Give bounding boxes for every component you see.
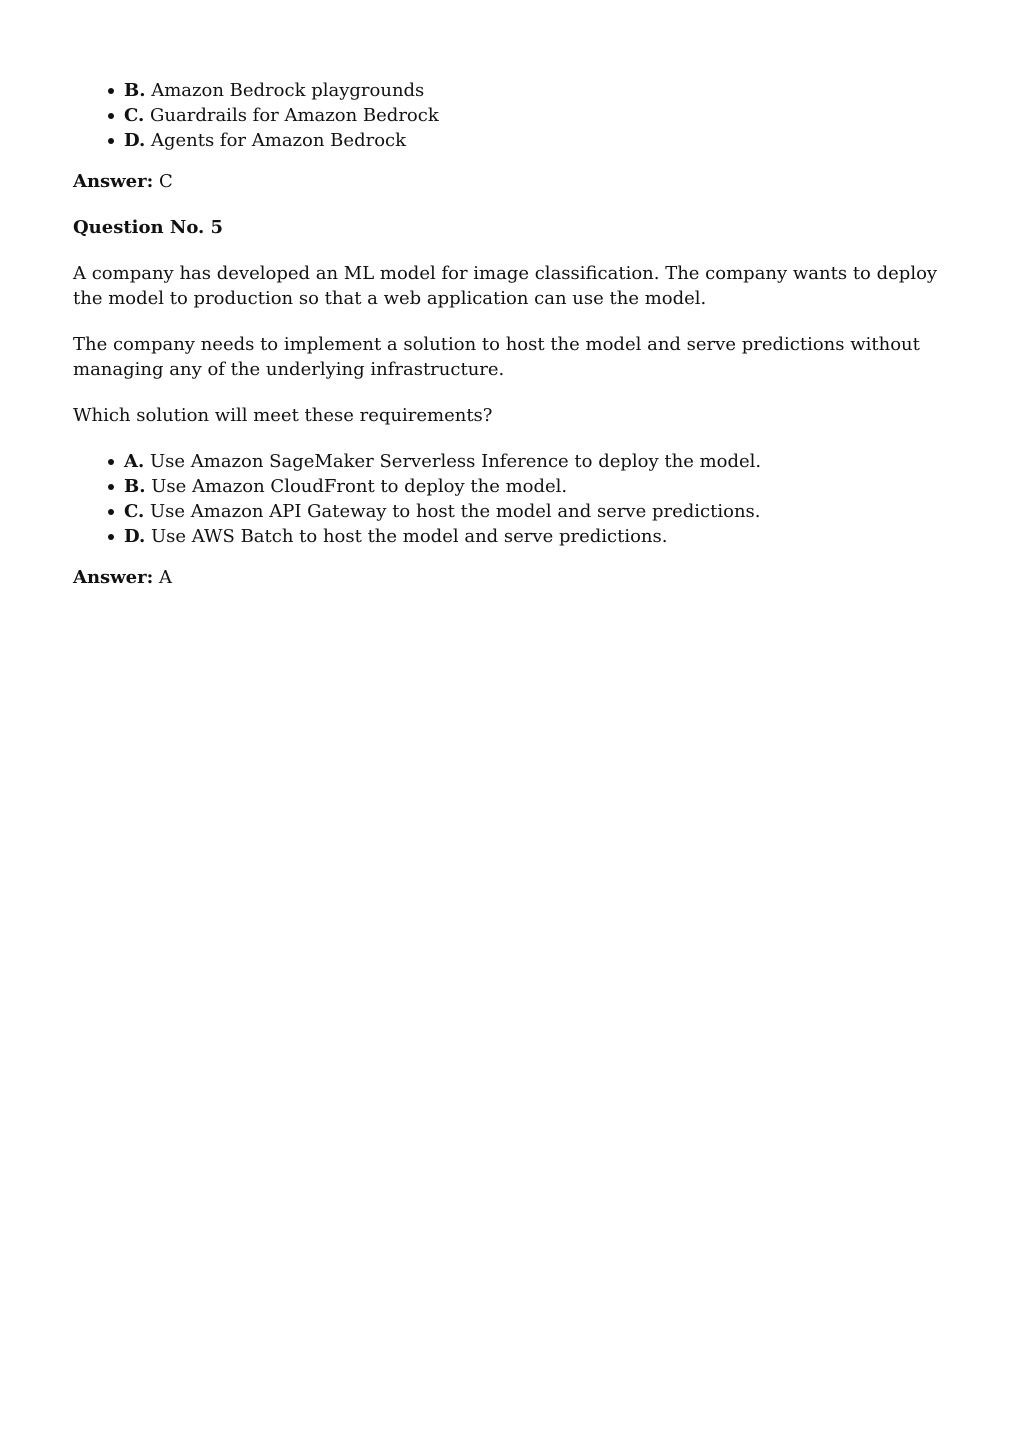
- option-letter: D.: [124, 526, 146, 547]
- question-paragraph: A company has developed an ML model for image classification. The company wants to deploy the model to production so that a web application can use the model.: [73, 263, 938, 309]
- prev-question-answer: [73, 169, 953, 194]
- option-text: Use Amazon CloudFront to deploy the model.: [151, 476, 568, 497]
- option-letter: C.: [124, 501, 145, 522]
- prev-question-options: [73, 78, 953, 153]
- question-prompt: Which solution will meet these requirements?: [73, 405, 493, 426]
- question5-options: [73, 449, 953, 549]
- option-item: [124, 499, 953, 524]
- option-text: Guardrails for Amazon Bedrock: [150, 105, 439, 126]
- option-text: Use Amazon API Gateway to host the model and serve predictions.: [150, 501, 761, 522]
- option-text: Agents for Amazon Bedrock: [150, 130, 407, 151]
- option-text: Use AWS Batch to host the model and serve predictions.: [150, 526, 668, 547]
- option-letter: B.: [124, 80, 146, 101]
- option-letter: B.: [124, 476, 146, 497]
- document-page: [73, 78, 953, 590]
- option-item: [124, 524, 953, 549]
- question-paragraph: The company needs to implement a solution to host the model and serve predictions without managing any of the underlying infrastructure.: [73, 334, 920, 380]
- answer-value: C: [159, 171, 173, 192]
- option-letter: D.: [124, 130, 146, 151]
- option-item: [124, 449, 953, 474]
- question5-answer: [73, 565, 953, 590]
- option-item: [124, 78, 953, 103]
- answer-value: A: [159, 567, 172, 588]
- option-text: Amazon Bedrock playgrounds: [151, 80, 425, 101]
- option-item: [124, 128, 953, 153]
- option-letter: C.: [124, 105, 145, 126]
- answer-label: Answer:: [73, 171, 154, 192]
- option-letter: A.: [124, 451, 145, 472]
- question-title: Question No. 5: [73, 217, 224, 238]
- option-item: [124, 474, 953, 499]
- answer-label: Answer:: [73, 567, 154, 588]
- option-text: Use Amazon SageMaker Serverless Inference to deploy the model.: [149, 451, 762, 472]
- option-item: [124, 103, 953, 128]
